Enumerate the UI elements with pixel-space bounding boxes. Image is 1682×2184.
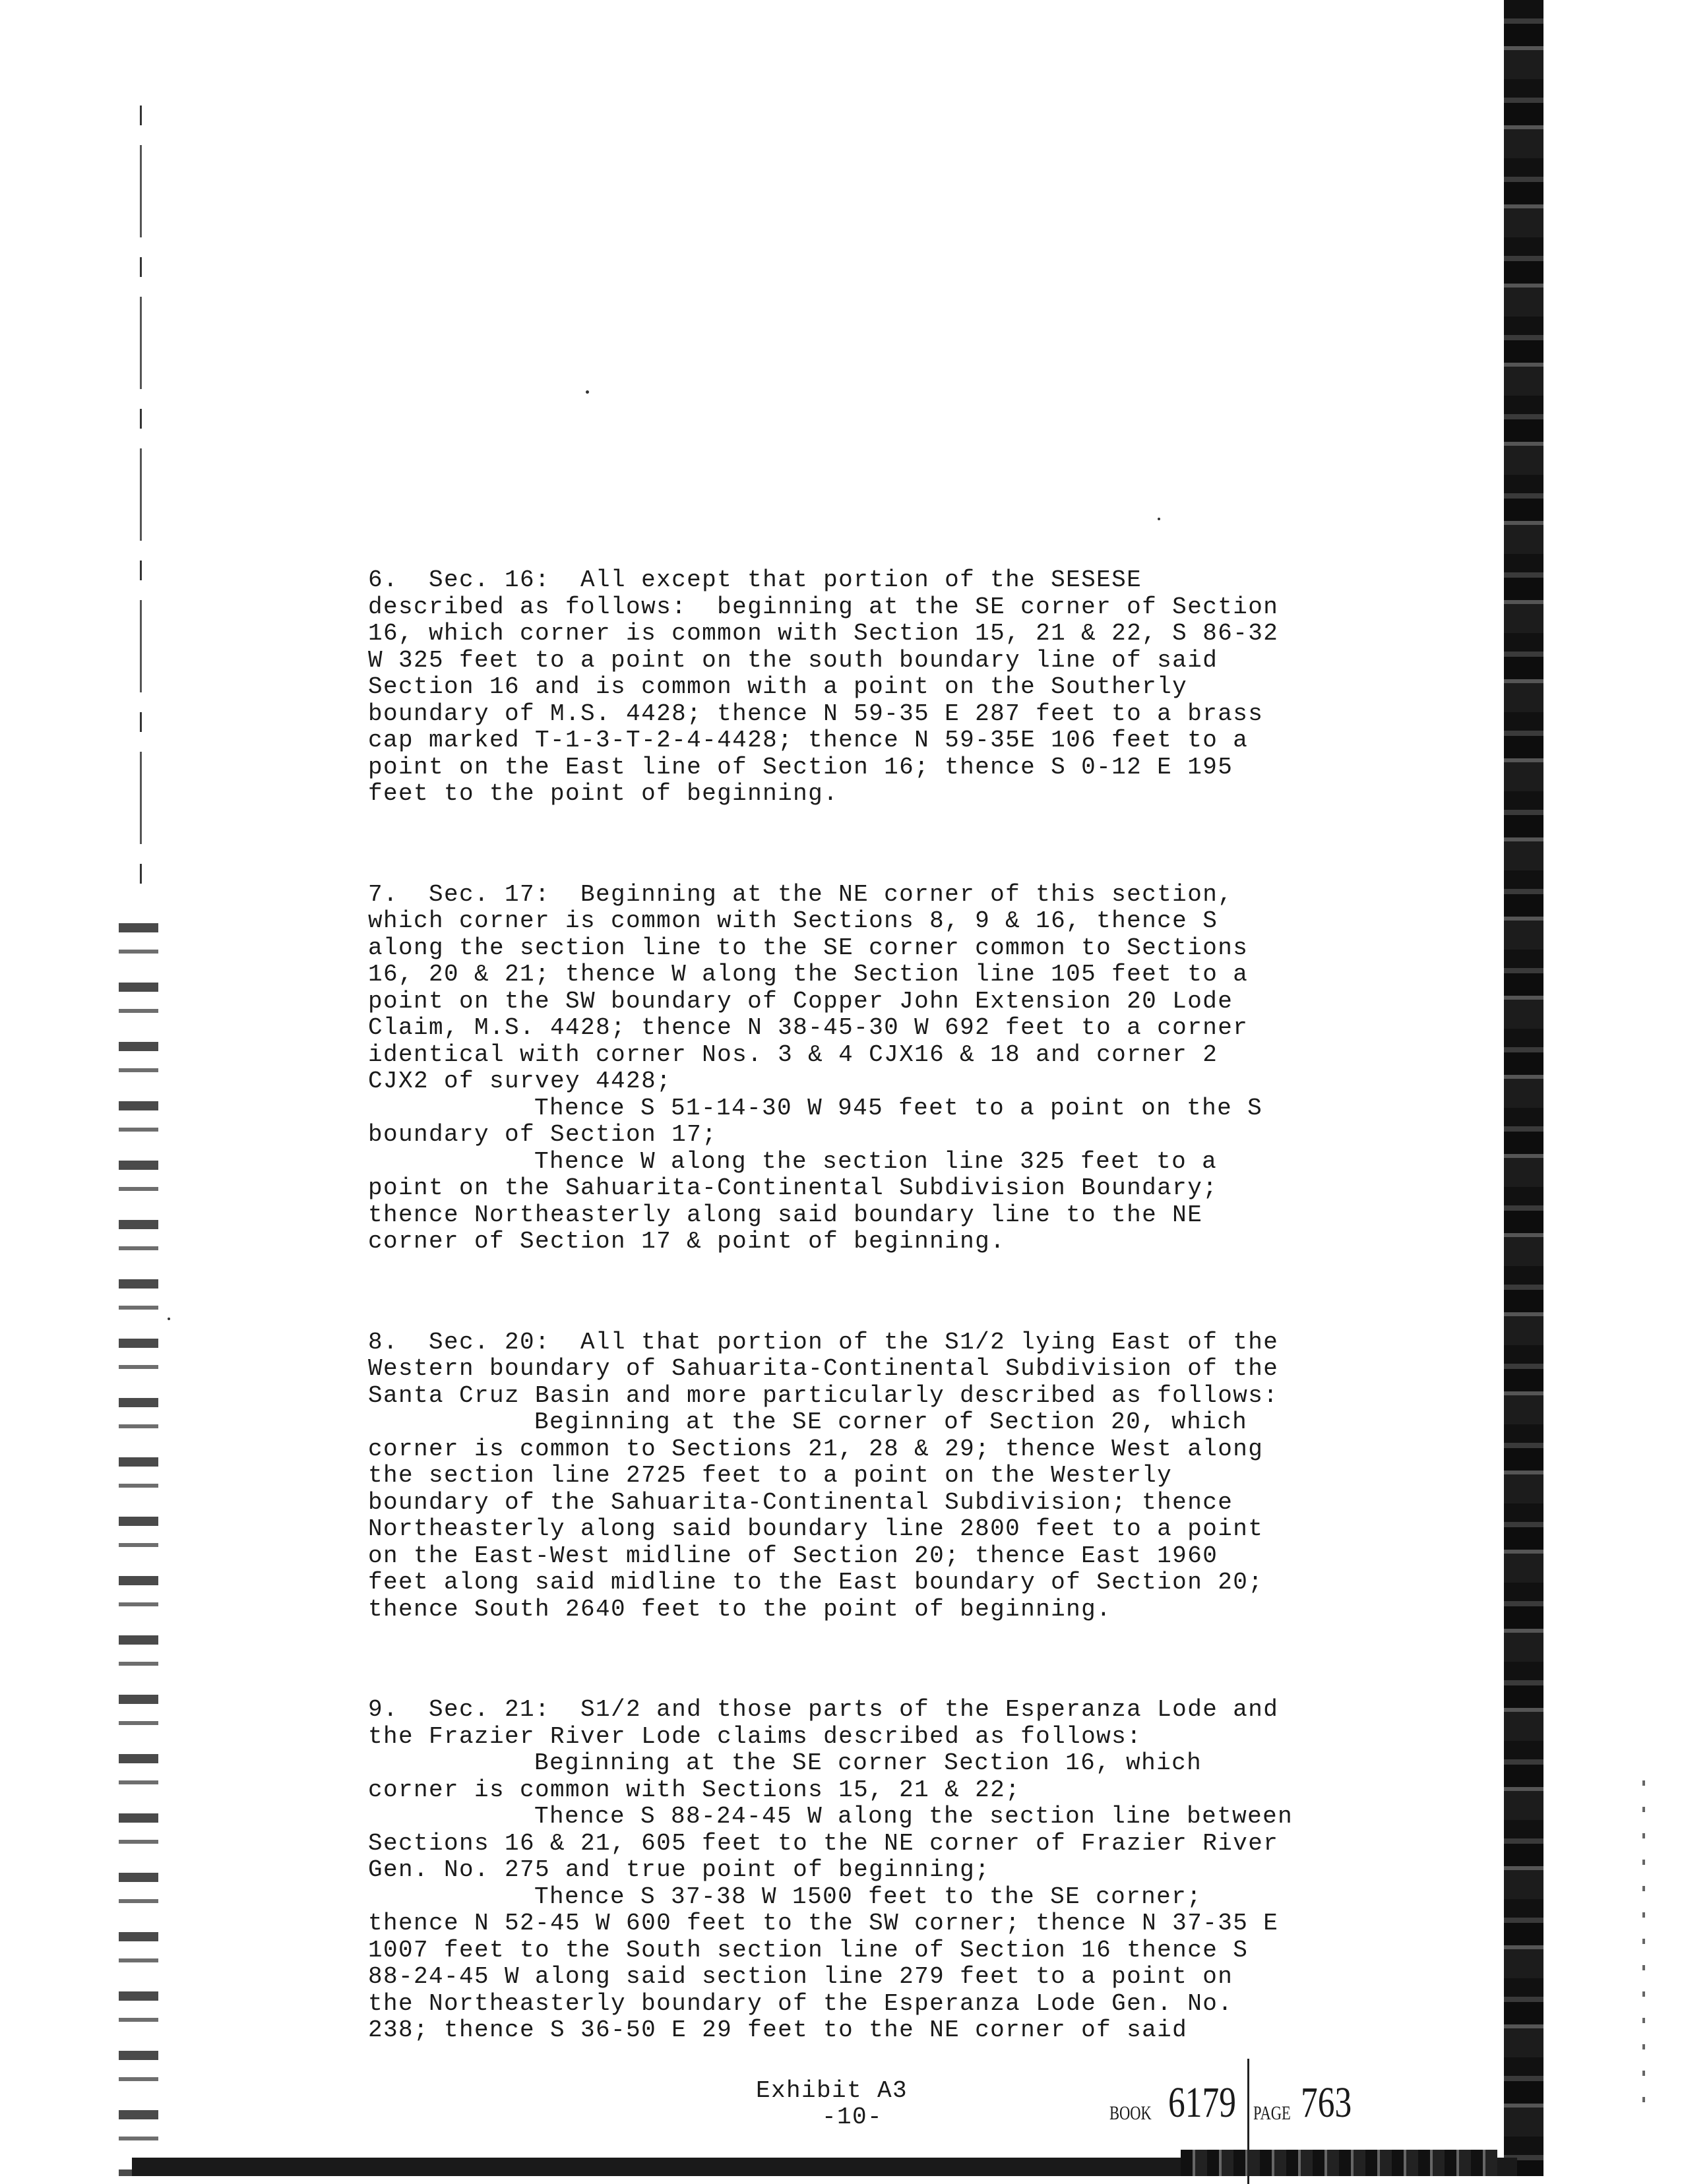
text-line: CJX2 of survey 4428;: [368, 1068, 672, 1095]
text-line: Northeasterly along said boundary line 2800 feet to a point: [368, 1515, 1264, 1542]
text-line: along the section line to the SE corner common to Sections: [368, 934, 1249, 961]
book-page-stamp: [1109, 2059, 1366, 2125]
text-line: Thence S 88-24-45 W along the section line between: [534, 1803, 1293, 1830]
page-number: -10-: [822, 2104, 883, 2131]
text-line: Sections 16 & 21, 605 feet to the NE corner of Frazier River: [368, 1829, 1279, 1857]
text-line: Claim, M.S. 4428; thence N 38-45-30 W 692 feet to a corner: [368, 1014, 1249, 1041]
text-line: point on the SW boundary of Copper John Extension 20 Lode: [368, 987, 1233, 1015]
text-line: 8. Sec. 20: All that portion of the S1/2 lying East of the: [368, 1328, 1279, 1356]
text-line: corner is common with Sections 15, 21 & 22;: [368, 1776, 1021, 1804]
page-label: PAGE: [1253, 2102, 1291, 2124]
scan-speck: [168, 1318, 170, 1320]
scan-speck: [586, 390, 589, 394]
text-line: feet along said midline to the East boundary of Section 20;: [368, 1569, 1264, 1596]
text-line: the Frazier River Lode claims described as follows:: [368, 1722, 1142, 1750]
text-line: W 325 feet to a point on the south boundary line of said: [368, 646, 1218, 674]
text-line: 88-24-45 W along said section line 279 feet to a point on: [368, 1963, 1233, 1990]
text-line: Beginning at the SE corner Section 16, which: [534, 1749, 1202, 1776]
text-line: 9. Sec. 21: S1/2 and those parts of the Esperanza Lode and: [368, 1696, 1279, 1723]
text-line: 7. Sec. 17: Beginning at the NE corner of this section,: [368, 880, 1233, 908]
text-line: thence N 52-45 W 600 feet to the SW corner; thence N 37-35 E: [368, 1910, 1279, 1937]
paragraph-2: [368, 882, 1371, 1256]
paragraph-4: [368, 1697, 1371, 2044]
scan-edge-dots-right: [1642, 1780, 1645, 2110]
scan-edge-noise-left: [119, 923, 158, 2176]
text-line: Western boundary of Sahuarita-Continental Subdivision of the: [368, 1355, 1279, 1382]
book-label: BOOK: [1109, 2102, 1152, 2124]
text-line: the section line 2725 feet to a point on the Westerly: [368, 1462, 1173, 1489]
scan-black-bar-right: [1504, 0, 1543, 2176]
text-line: corner of Section 17 & point of beginning.: [368, 1228, 1006, 1255]
text-line: Beginning at the SE corner of Section 20, which: [534, 1409, 1248, 1436]
text-line: Section 16 and is common with a point on the Southerly: [368, 673, 1188, 700]
text-line: Thence S 51-14-30 W 945 feet to a point on the S: [534, 1094, 1263, 1122]
text-line: which corner is common with Sections 8, 9 & 16, thence S: [368, 907, 1218, 934]
page-stamp-number: 763: [1300, 2078, 1352, 2127]
text-line: Thence W along the section line 325 feet to a: [534, 1147, 1218, 1175]
text-line: on the East-West midline of Section 20; thence East 1960: [368, 1542, 1218, 1569]
text-line: 238; thence S 36-50 E 29 feet to the NE corner of said: [368, 2017, 1188, 2044]
scan-edge-right: [1497, 0, 1682, 2176]
text-line: boundary of M.S. 4428; thence N 59-35 E 287 feet to a brass: [368, 700, 1264, 727]
text-line: 16, which corner is common with Section 15, 21 & 22, S 86-32: [368, 620, 1279, 647]
text-line: boundary of the Sahuarita-Continental Subdivision; thence: [368, 1488, 1233, 1516]
text-line: 1007 feet to the South section line of Section 16 thence S: [368, 1936, 1249, 1964]
text-line: thence South 2640 feet to the point of beginning.: [368, 1595, 1112, 1623]
text-line: identical with corner Nos. 3 & 4 CJX16 & 18 and corner 2: [368, 1041, 1218, 1068]
paragraph-1: [368, 567, 1371, 808]
text-line: Gen. No. 275 and true point of beginning;: [368, 1856, 991, 1883]
paragraph-3: [368, 1329, 1371, 1623]
text-line: cap marked T-1-3-T-2-4-4428; thence N 59-35E 106 feet to a: [368, 727, 1249, 754]
text-line: Santa Cruz Basin and more particularly described as follows:: [368, 1381, 1279, 1409]
text-line: corner is common to Sections 21, 28 & 29; thence West along: [368, 1435, 1264, 1463]
scan-edge-line-left: [140, 106, 142, 897]
text-line: the Northeasterly boundary of the Esperanza Lode Gen. No.: [368, 1989, 1233, 2017]
text-line: 6. Sec. 16: All except that portion of the SESESE: [368, 566, 1142, 593]
text-line: Thence S 37-38 W 1500 feet to the SE corner;: [534, 1883, 1202, 1910]
text-line: thence Northeasterly along said boundary line to the NE: [368, 1201, 1203, 1228]
stamp-divider: [1247, 2059, 1249, 2184]
exhibit-label: Exhibit A3: [756, 2077, 908, 2104]
text-line: feet to the point of beginning.: [368, 780, 839, 807]
text-line: 16, 20 & 21; thence W along the Section line 105 feet to a: [368, 961, 1249, 988]
text-line: point on the Sahuarita-Continental Subdivision Boundary;: [368, 1174, 1218, 1201]
scan-speck: [1158, 518, 1160, 520]
text-line: point on the East line of Section 16; thence S 0-12 E 195: [368, 753, 1233, 781]
scan-noise-bottom-right: [1181, 2150, 1497, 2176]
document-body: [368, 567, 1371, 2118]
text-line: described as follows: beginning at the SE corner of Section: [368, 593, 1279, 621]
book-number: 6179: [1168, 2078, 1236, 2127]
text-line: boundary of Section 17;: [368, 1121, 718, 1148]
